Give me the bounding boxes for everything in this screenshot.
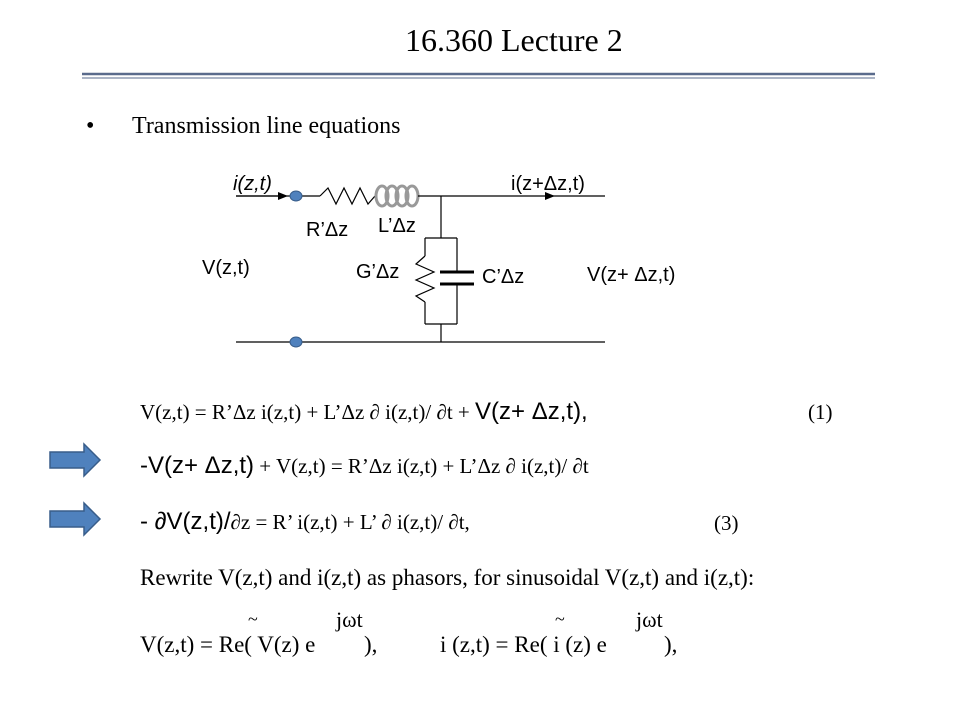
phasor-i-tilde: ~ [555,609,565,629]
equation-2 [140,452,589,480]
eq2-text: + V(z,t) = R’Δz i(z,t) + L’Δz ∂ i(z,t)/ ∂t [254,454,589,478]
current-in-arrowhead [278,192,288,200]
label-voltage-in: V(z,t) [202,257,250,279]
node-bottom [290,337,302,347]
rewrite-text: Rewrite V(z,t) and i(z,t) as phasors, for sinusoidal V(z,t) and i(z,t): [140,565,755,590]
equation-1 [140,398,588,426]
eq2-big: -V(z+ Δz,t) [140,452,255,479]
label-inductor: L’Δz [378,215,416,237]
phasor-i-close: ), [664,632,678,657]
eq3-number: (3) [714,511,739,535]
phasor-i-text: i (z,t) = Re( i (z) e [440,632,607,657]
label-capacitor: C’Δz [482,266,525,288]
phasor-v-exponent: jωt [336,607,363,632]
phasor-i-exponent: jωt [636,607,663,632]
title-text: 16.360 Lecture 2 [405,22,623,58]
phasor-v-close: ), [364,632,378,657]
conductance-symbol [416,256,434,302]
phasor-v-tilde: ~ [248,609,258,629]
label-voltage-out: V(z+ Δz,t) [587,264,676,286]
eq1-big: V(z+ Δz,t), [475,398,588,425]
bullet-text: Transmission line equations [132,113,401,139]
inductor-symbol [376,186,418,206]
eq1-text: V(z,t) = R’Δz i(z,t) + L’Δz ∂ i(z,t)/ ∂t + [140,400,476,424]
eq3-big: - ∂V(z,t)/ [140,508,231,535]
resistor-symbol [320,188,375,204]
label-conductance: G’Δz [356,261,400,283]
phasor-v-text: V(z,t) = Re( V(z) e [140,632,316,657]
equation-3 [140,508,470,536]
bullet-marker: • [86,113,95,139]
eq1-number: (1) [808,400,833,424]
arrow-icon-eq2 [50,444,100,476]
label-current-in: i(z,t) [233,173,272,195]
eq3-text: ∂z = R’ i(z,t) + L’ ∂ i(z,t)/ ∂t, [230,510,470,534]
arrow-icon-eq3 [50,503,100,535]
node-top [290,191,302,201]
label-current-out: i(z+Δz,t) [511,173,585,195]
label-resistor: R’Δz [306,219,349,241]
